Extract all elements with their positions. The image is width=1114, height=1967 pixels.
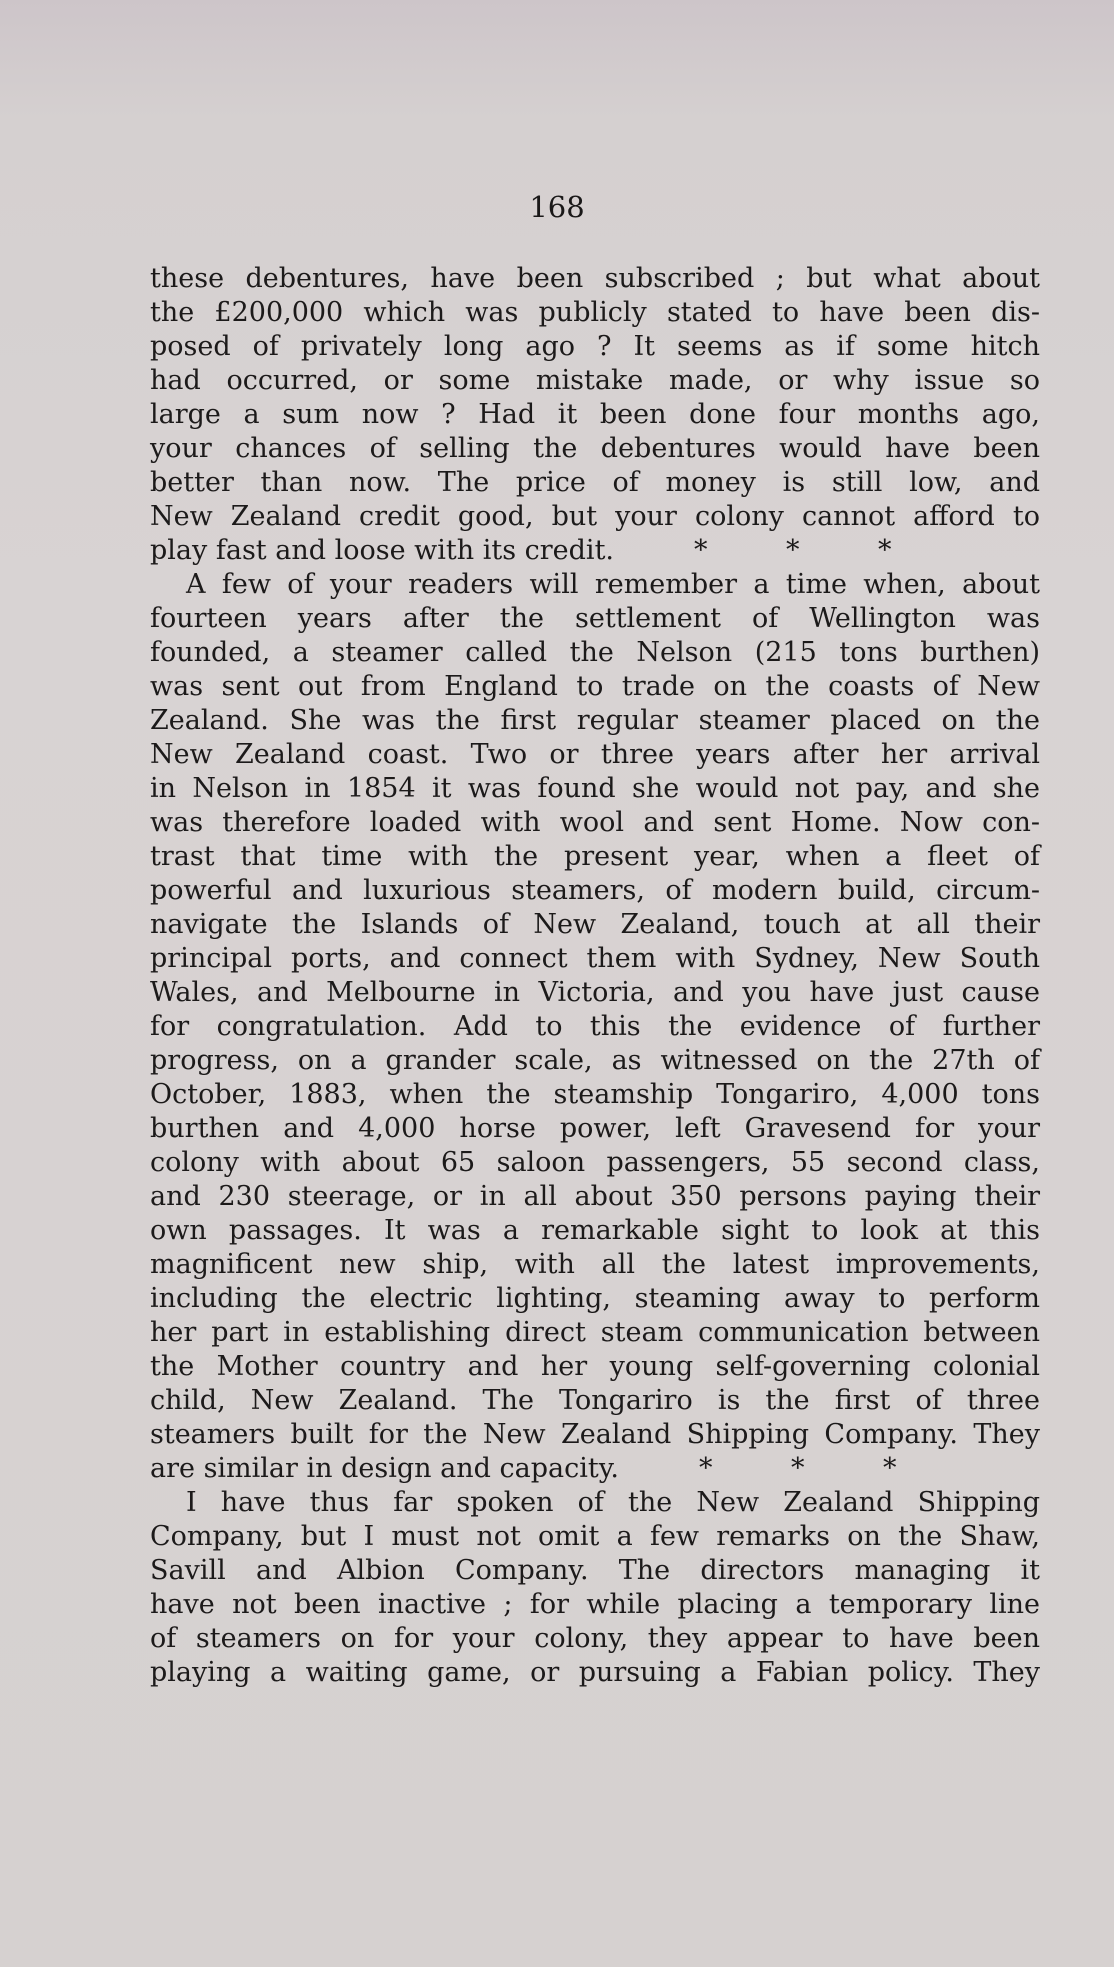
- text-line-content: large a sum now ? Had it been done four months ago,: [150, 399, 1040, 430]
- text-line: [150, 1622, 1040, 1656]
- text-line: [150, 1010, 1040, 1044]
- text-line-content: for congratulation. Add to this the evidence of further: [150, 1011, 1040, 1042]
- text-line-content: her part in establishing direct steam communication between: [150, 1317, 1040, 1348]
- text-line: [150, 1248, 1040, 1282]
- body-text: [150, 262, 1040, 1690]
- text-line-content: own passages. It was a remarkable sight to look at this: [150, 1215, 1040, 1246]
- text-line-content: steamers built for the New Zealand Shipping Company. They: [150, 1419, 1040, 1450]
- text-line: [150, 840, 1040, 874]
- text-line-content: burthen and 4,000 horse power, left Gravesend for your: [150, 1113, 1040, 1144]
- text-line-content: child, New Zealand. The Tongariro is the first of three: [150, 1385, 1040, 1416]
- page-number: 168: [529, 190, 585, 224]
- text-line: [150, 942, 1040, 976]
- text-line-content: A few of your readers will remember a time when, about: [186, 569, 1040, 600]
- paragraph: [150, 568, 1040, 1486]
- text-line-content: in Nelson in 1854 it was found she would not pay, and she: [150, 773, 1040, 804]
- text-line: [150, 806, 1040, 840]
- text-line: [150, 1214, 1040, 1248]
- text-line: [150, 1486, 1040, 1520]
- text-line: [150, 1520, 1040, 1554]
- section-break-asterisks: [699, 1452, 975, 1486]
- text-line: [150, 466, 1040, 500]
- text-line: [150, 976, 1040, 1010]
- text-line-content: playing a waiting game, or pursuing a Fabian policy. They: [150, 1657, 1040, 1688]
- text-line: [150, 296, 1040, 330]
- asterisk: *: [790, 1453, 805, 1484]
- text-line-content: posed of privately long ago ? It seems as if some hitch: [150, 331, 1040, 362]
- text-line-content: play fast and loose with its credit.: [150, 535, 614, 566]
- text-line-content: Zealand. She was the first regular steamer placed on the: [150, 705, 1040, 736]
- text-line-content: October, 1883, when the steamship Tongariro, 4,000 tons: [150, 1079, 1040, 1110]
- text-line-content: Savill and Albion Company. The directors managing it: [150, 1555, 1040, 1586]
- text-line: [150, 772, 1040, 806]
- text-line-content: better than now. The price of money is still low, and: [150, 467, 1040, 498]
- text-line: [150, 1078, 1040, 1112]
- text-line: [150, 738, 1040, 772]
- text-line: [150, 1282, 1040, 1316]
- asterisk: *: [786, 535, 800, 566]
- text-line-content: Wales, and Melbourne in Victoria, and you have just cause: [150, 977, 1040, 1008]
- text-line-content: magnificent new ship, with all the latest improvements,: [150, 1249, 1040, 1280]
- text-line: [150, 534, 1040, 568]
- text-line-content: including the electric lighting, steaming away to perform: [150, 1283, 1040, 1314]
- paragraph: [150, 1486, 1040, 1690]
- text-line: [150, 1588, 1040, 1622]
- text-line-content: of steamers on for your colony, they appear to have been: [150, 1623, 1040, 1654]
- text-line: [150, 602, 1040, 636]
- text-line-content: powerful and luxurious steamers, of modern build, circum-: [150, 875, 1040, 906]
- text-line-content: have not been inactive ; for while placing a temporary line: [150, 1589, 1040, 1620]
- text-line: [150, 1316, 1040, 1350]
- text-line-content: New Zealand credit good, but your colony cannot afford to: [150, 501, 1040, 532]
- text-line: [150, 432, 1040, 466]
- section-break-asterisks: [694, 534, 970, 568]
- text-line: [150, 500, 1040, 534]
- text-line: [150, 1180, 1040, 1214]
- asterisk: *: [698, 1453, 713, 1484]
- text-line-content: these debentures, have been subscribed ; but what about: [150, 263, 1040, 294]
- text-line: [150, 398, 1040, 432]
- text-line-content: was therefore loaded with wool and sent Home. Now con-: [150, 807, 1040, 838]
- text-line-content: fourteen years after the settlement of Wellington was: [150, 603, 1040, 634]
- text-line: [150, 1554, 1040, 1588]
- text-line-content: navigate the Islands of New Zealand, touch at all their: [150, 909, 1040, 940]
- text-line: [150, 1656, 1040, 1690]
- asterisk: *: [694, 535, 708, 566]
- text-line: [150, 568, 1040, 602]
- asterisk: *: [882, 1453, 897, 1484]
- text-line: [150, 908, 1040, 942]
- text-line: [150, 1112, 1040, 1146]
- text-line-content: had occurred, or some mistake made, or why issue so: [150, 365, 1040, 396]
- asterisk: *: [878, 535, 892, 566]
- text-line-content: principal ports, and connect them with Sydney, New South: [150, 943, 1040, 974]
- text-line-content: colony with about 65 saloon passengers, 55 second class,: [150, 1147, 1040, 1178]
- text-line-content: was sent out from England to trade on the coasts of New: [150, 671, 1040, 702]
- text-line: [150, 330, 1040, 364]
- text-line-content: trast that time with the present year, when a fleet of: [150, 841, 1040, 872]
- text-line-content: and 230 steerage, or in all about 350 persons paying their: [150, 1181, 1040, 1212]
- text-line: [150, 704, 1040, 738]
- text-line: [150, 670, 1040, 704]
- paragraph: [150, 262, 1040, 568]
- text-line: [150, 364, 1040, 398]
- text-line: [150, 262, 1040, 296]
- text-line-content: your chances of selling the debentures would have been: [150, 433, 1040, 464]
- text-line-content: progress, on a grander scale, as witnessed on the 27th of: [150, 1045, 1040, 1076]
- text-line: [150, 874, 1040, 908]
- text-line: [150, 1452, 1040, 1486]
- text-line-content: New Zealand coast. Two or three years after her arrival: [150, 739, 1040, 770]
- text-line-content: the Mother country and her young self-governing colonial: [150, 1351, 1040, 1382]
- text-line-content: founded, a steamer called the Nelson (215 tons burthen): [150, 637, 1040, 668]
- text-line: [150, 1418, 1040, 1452]
- text-line: [150, 1350, 1040, 1384]
- text-line-content: are similar in design and capacity.: [150, 1453, 619, 1484]
- text-line: [150, 1146, 1040, 1180]
- text-line-content: Company, but I must not omit a few remarks on the Shaw,: [150, 1521, 1040, 1552]
- text-line: [150, 1044, 1040, 1078]
- text-line: [150, 1384, 1040, 1418]
- text-line-content: the £200,000 which was publicly stated to have been dis-: [150, 297, 1040, 328]
- text-line-content: I have thus far spoken of the New Zealand Shipping: [186, 1487, 1040, 1518]
- text-line: [150, 636, 1040, 670]
